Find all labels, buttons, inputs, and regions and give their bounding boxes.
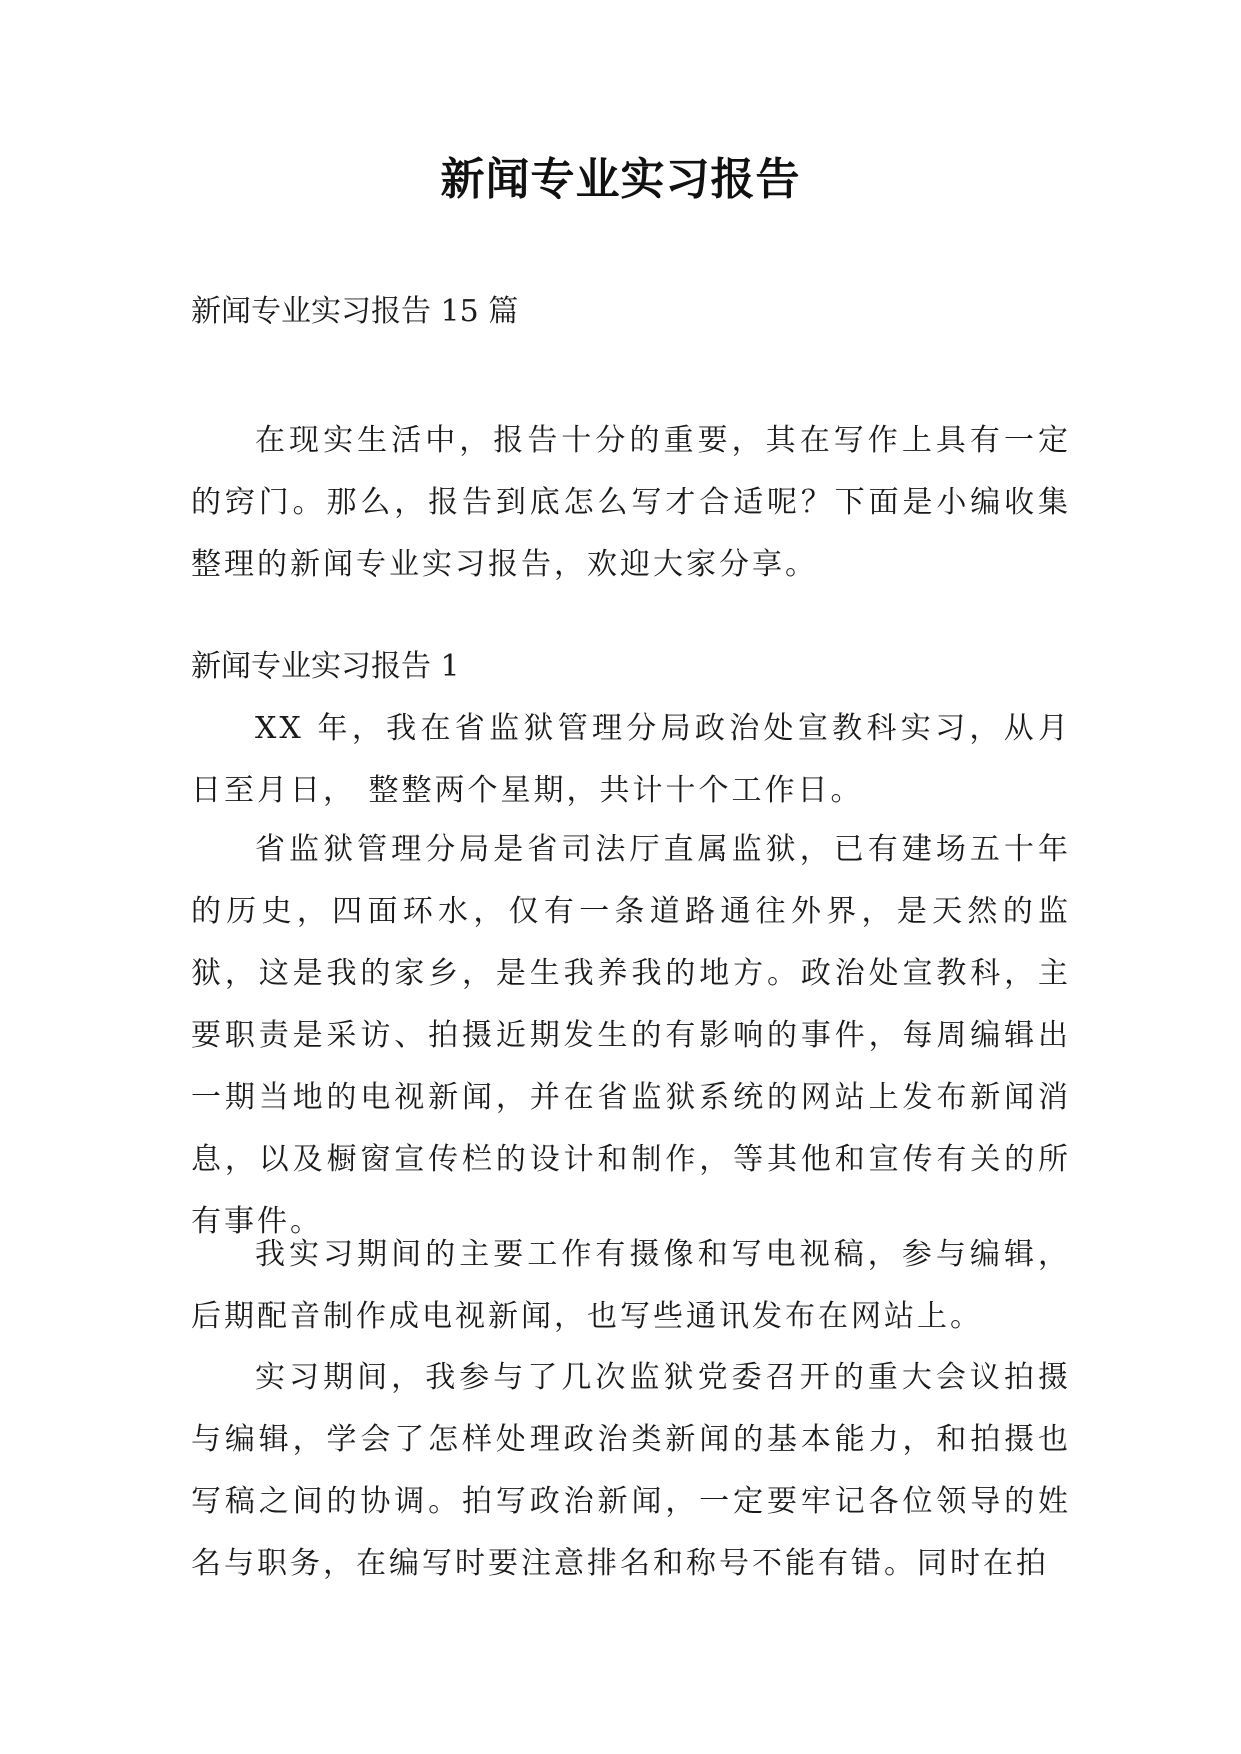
section-heading: 新闻专业实习报告 1 [191, 649, 460, 684]
body-paragraph: 实习期间，我参与了几次监狱党委召开的重大会议拍摄与编辑，学会了怎样处理政治类新闻的基本能力，和拍摄也写稿之间的协调。拍写政治新闻，一定要牢记各位领导的姓名与职务，在编写时要注意排名和称号不能有错。同时在拍 [191, 1360, 1071, 1581]
document-title: 新闻专业实习报告 [440, 154, 801, 205]
document-subtitle: 新闻专业实习报告 15 篇 [191, 294, 519, 329]
body-paragraph: 我实习期间的主要工作有摄像和写电视稿，参与编辑，后期配音制作成电视新闻，也写些通讯发布在网站上。 [191, 1237, 1071, 1334]
intro-paragraph: 在现实生活中，报告十分的重要，其在写作上具有一定的窍门。那么，报告到底怎么写才合适呢？下面是小编收集整理的新闻专业实习报告，欢迎大家分享。 [191, 423, 1071, 582]
body-paragraph: XX 年，我在省监狱管理分局政治处宣教科实习，从月日至月日， 整整两个星期，共计十个工作日。 [191, 711, 1071, 808]
body-paragraph: 省监狱管理分局是省司法厅直属监狱，已有建场五十年的历史，四面环水，仅有一条道路通往外界，是天然的监狱，这是我的家乡，是生我养我的地方。政治处宣教科，主要职责是采访、拍摄近期发生的有影响的事件，每周编辑出一期当地的电视新闻，并在省监狱系统的网站上发布新闻消息，以及橱窗宣传栏的设计和制作，等其他和宣传有关的所有事件。 [191, 832, 1071, 1239]
